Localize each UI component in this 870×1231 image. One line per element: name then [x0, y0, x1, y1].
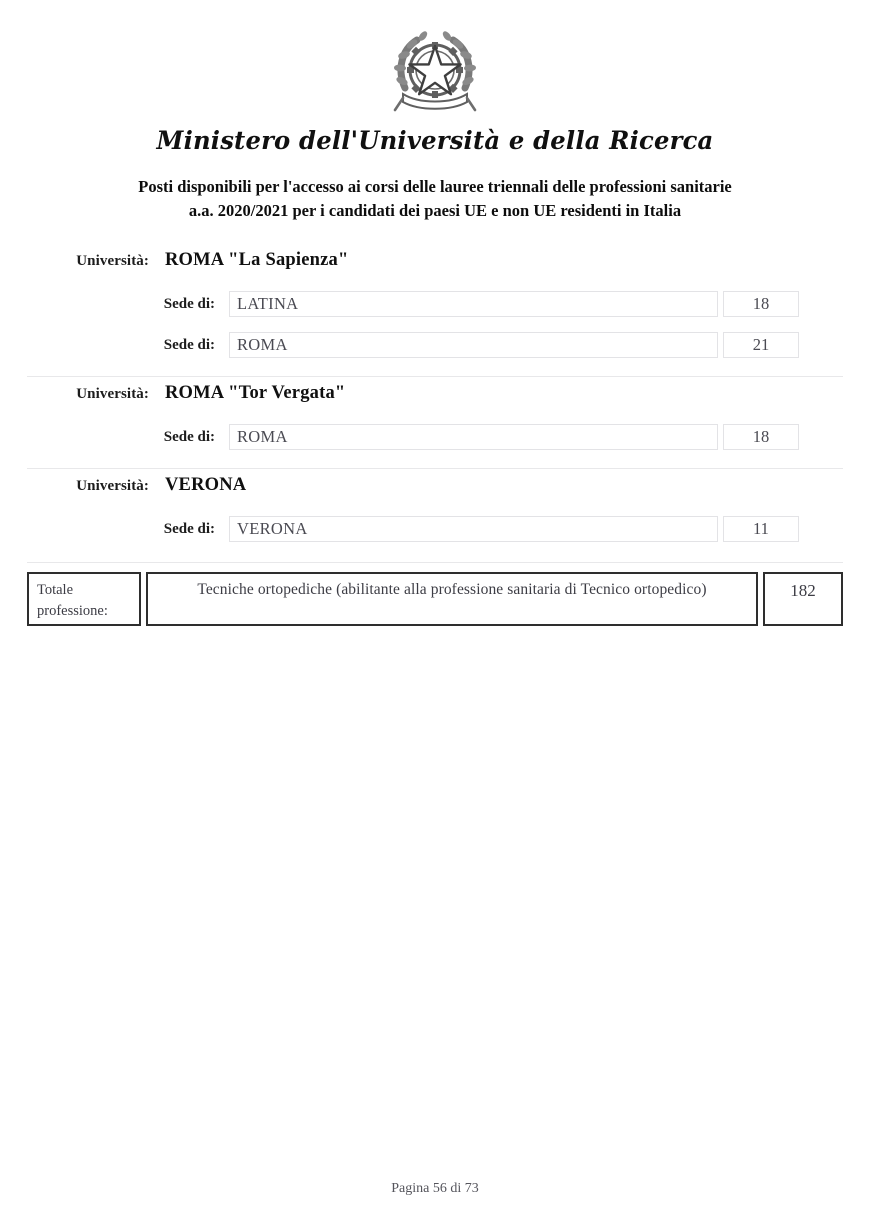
total-label — [27, 572, 141, 626]
university-label: Università: — [76, 252, 149, 269]
university-header — [27, 250, 843, 284]
table-row — [27, 325, 843, 366]
table-row — [27, 417, 843, 458]
university-name: ROMA "La Sapienza" — [165, 249, 349, 270]
total-label-line-1: Totale — [37, 581, 74, 598]
university-block — [27, 475, 843, 550]
sede-name-field[interactable]: ROMA — [229, 332, 718, 358]
page-title — [35, 175, 835, 224]
university-label: Università: — [76, 477, 149, 494]
university-name: VERONA — [165, 474, 247, 495]
sede-label: Sede di: — [163, 520, 215, 537]
section-divider — [27, 468, 843, 469]
university-block — [27, 383, 843, 458]
table-row — [27, 509, 843, 550]
sede-label: Sede di: — [163, 336, 215, 353]
sede-name-field[interactable]: LATINA — [229, 291, 718, 317]
sede-name-field[interactable]: ROMA — [229, 424, 718, 450]
sede-count-field[interactable]: 21 — [723, 332, 799, 358]
sede-label: Sede di: — [163, 428, 215, 445]
sede-count-field[interactable]: 18 — [723, 424, 799, 450]
table-row — [27, 284, 843, 325]
section-divider — [27, 562, 843, 563]
university-header — [27, 475, 843, 509]
page-footer: Pagina 56 di 73 — [391, 1181, 479, 1196]
page-title-line-1: Posti disponibili per l'accesso ai corsi delle lauree triennali delle professioni sanitarie — [138, 177, 732, 196]
university-block — [27, 250, 843, 366]
italian-republic-emblem-icon — [387, 22, 483, 120]
sede-count-field[interactable]: 18 — [723, 291, 799, 317]
total-label-line-2: professione: — [37, 602, 108, 619]
sede-label: Sede di: — [163, 295, 215, 312]
ministry-name: Ministero dell'Università e della Ricerca — [156, 126, 714, 155]
sede-name-field[interactable]: VERONA — [229, 516, 718, 542]
university-label: Università: — [76, 385, 149, 402]
total-profession-field: Tecniche ortopediche (abilitante alla professione sanitaria di Tecnico ortopedico) — [146, 572, 758, 626]
page-title-line-2: a.a. 2020/2021 per i candidati dei paesi UE e non UE residenti in Italia — [188, 201, 682, 221]
sede-count-field[interactable]: 11 — [723, 516, 799, 542]
availability-table — [0, 250, 870, 626]
total-count-field: 182 — [763, 572, 843, 626]
document-header — [0, 0, 870, 155]
university-header — [27, 383, 843, 417]
university-name: ROMA "Tor Vergata" — [165, 382, 346, 403]
section-divider — [27, 376, 843, 377]
total-row — [27, 572, 843, 626]
